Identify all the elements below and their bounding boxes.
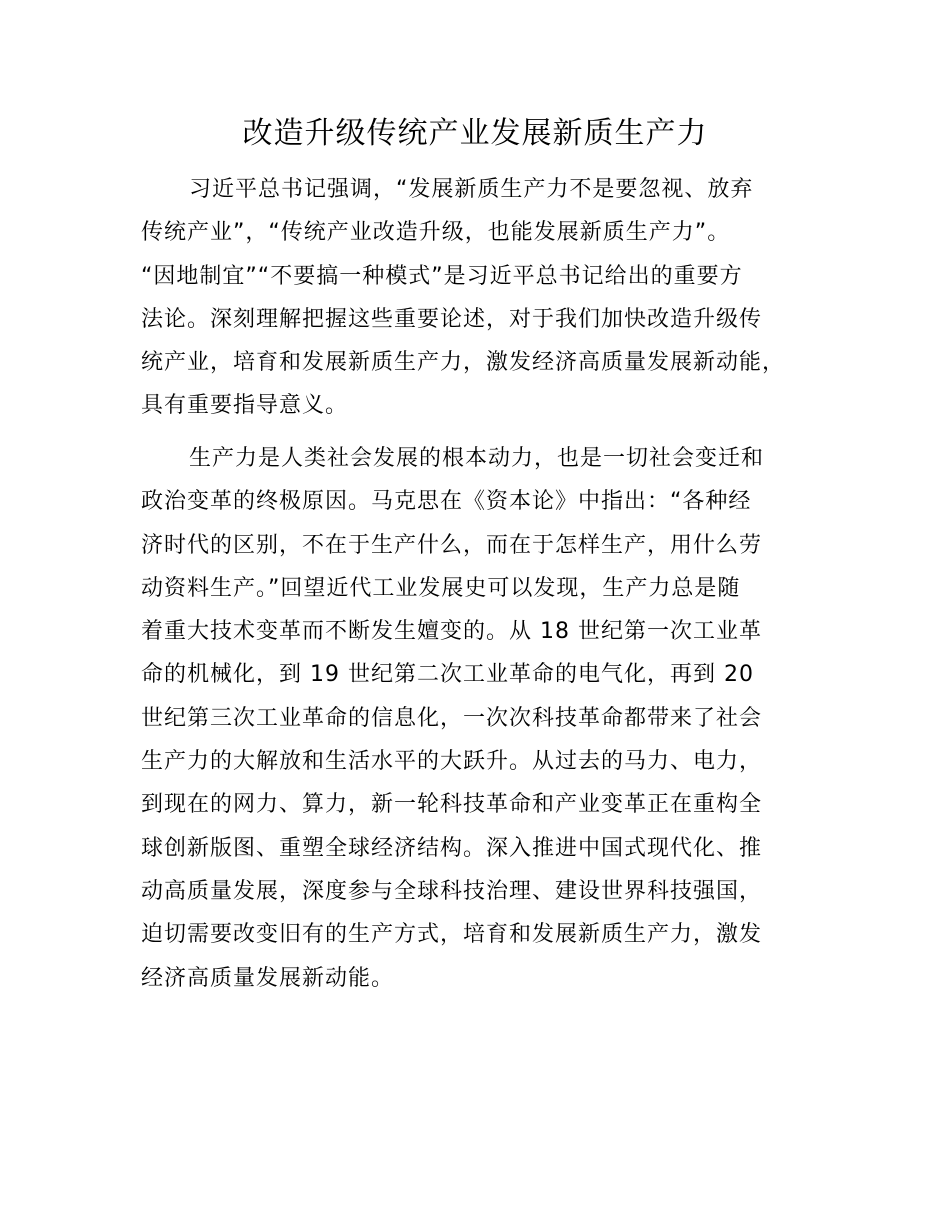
paragraph-line: 统产业，培育和发展新质生产力，激发经济高质量发展新动能， bbox=[141, 350, 786, 376]
paragraph-line: 命的机械化，到 19 世纪第二次工业革命的电气化，再到 20 bbox=[141, 662, 754, 688]
paragraph-line: 政治变革的终极原因。马克思在《资本论》中指出：“各种经 bbox=[141, 489, 752, 515]
paragraph-line: 传统产业”，“传统产业改造升级，也能发展新质生产力”。 bbox=[141, 220, 731, 246]
paragraph-line: 动资料生产。”回望近代工业发展史可以发现，生产力总是随 bbox=[141, 575, 741, 601]
paragraph-line: 到现在的网力、算力，新一轮科技革命和产业变革正在重构全 bbox=[141, 792, 763, 818]
paragraph-1 bbox=[141, 168, 785, 428]
paragraph-line: 法论。深刻理解把握这些重要论述，对于我们加快改造升级传 bbox=[141, 306, 763, 332]
paragraph-line: 球创新版图、重塑全球经济结构。深入推进中国式现代化、推 bbox=[141, 835, 763, 861]
paragraph-line: 习近平总书记强调，“发展新质生产力不是要忽视、放弃 bbox=[189, 177, 754, 202]
paragraph-line: 济时代的区别，不在于生产什么，而在于怎样生产，用什么劳 bbox=[141, 532, 763, 558]
document-title: 改造升级传统产业发展新质生产力 bbox=[242, 116, 708, 151]
paragraph-line: 具有重要指导意义。 bbox=[141, 393, 349, 419]
paragraph-line: 着重大技术变革而不断发生嬗变的。从 18 世纪第一次工业革 bbox=[141, 619, 762, 645]
paragraph-2 bbox=[141, 437, 764, 1000]
paragraph-line: 动高质量发展，深度参与全球科技治理、建设世界科技强国， bbox=[141, 878, 763, 904]
paragraph-line: 迫切需要改变旧有的生产方式，培育和发展新质生产力，激发 bbox=[141, 922, 763, 948]
paragraph-line: 生产力的大解放和生活水平的大跃升。从过去的马力、电力， bbox=[141, 749, 763, 775]
paragraph-line: 经济高质量发展新动能。 bbox=[141, 965, 395, 991]
paragraph-line: 世纪第三次工业革命的信息化，一次次科技革命都带来了社会 bbox=[141, 705, 763, 731]
paragraph-line: “因地制宜”“不要搞一种模式”是习近平总书记给出的重要方 bbox=[141, 263, 743, 289]
paragraph-line: 生产力是人类社会发展的根本动力，也是一切社会变迁和 bbox=[189, 446, 765, 471]
